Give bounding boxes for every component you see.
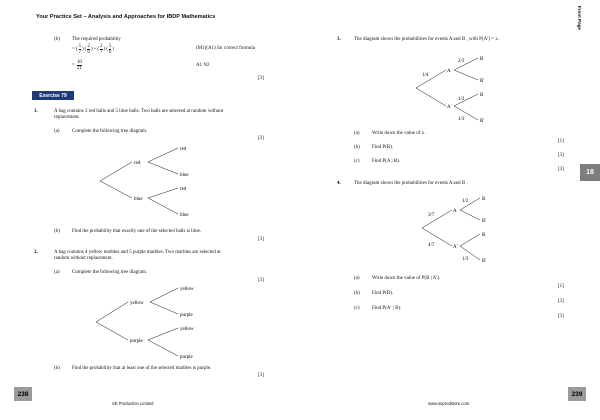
q1b-text: Find the probability that exactly one of the selected balls is blue. [72, 229, 202, 234]
q1a-marks: [3] [258, 136, 264, 141]
q4a-text: Write down the value of P(B | A′). [372, 276, 441, 281]
q3c-label: (c) [354, 159, 360, 164]
tree4-B1: B [482, 197, 486, 202]
q3a-label: (a) [354, 131, 360, 136]
q3b-label: (b) [354, 145, 360, 150]
tree2-purple-purple: purple [180, 355, 193, 360]
tree1-blue-red: red [180, 187, 187, 192]
tree1-blue: blue [134, 197, 143, 202]
tree1-red: red [134, 161, 141, 166]
part-b-text: The required probability [72, 37, 121, 42]
question-1-text-line2: replacement. [54, 115, 80, 120]
q1a-text: Complete the following tree diagram. [72, 129, 148, 134]
q1b-label: (b) [54, 229, 60, 234]
question-2-text-line1: A bag contains 4 yellow marbles and 5 purple marbles. Two marbles are selected at [54, 250, 221, 255]
tree4-prob-1: 3/7 [428, 213, 435, 218]
tree1-red-blue: blue [180, 173, 189, 178]
q4b-marks: [3] [558, 299, 564, 304]
tree2-purple: purple [130, 339, 143, 344]
mark-scheme-1: (M1)(A1) for correct formula [196, 46, 256, 51]
q4c-marks: [3] [558, 314, 564, 319]
footer-left: SE Production Limited [112, 401, 154, 406]
q4c-text: Find P(A′ | B). [372, 306, 402, 311]
tree3-A: A [447, 69, 451, 74]
q4b-label: (b) [354, 291, 360, 296]
tree4-B1-prime: B′ [482, 219, 487, 224]
q1a-label: (a) [54, 129, 60, 134]
tree4-B2-prime: B′ [482, 259, 487, 264]
tree1-red-red: red [180, 147, 187, 152]
q3b-marks: [3] [558, 153, 564, 158]
tree-diagram-balls [96, 140, 206, 222]
tree3-B1: B [480, 57, 484, 62]
chapter-tab: 18 [580, 164, 600, 181]
q3b-text: Find P(B). [372, 145, 394, 150]
tree4-prob-3: 1/2 [462, 199, 469, 204]
tree4-B2: B [482, 233, 486, 238]
solution-formula: = ( $\frac{5}{7}$ ) ( $\frac{2}{6}$ ) + ( $\frac{2}{7}$ ) ( $\frac{5}{6}$ ) [72, 44, 115, 55]
q4b-text: Find P(B). [372, 291, 394, 296]
question-2-number: 2. [34, 250, 38, 255]
page-side-label: Front Page [577, 6, 582, 30]
marks-b: [3] [258, 76, 264, 81]
question-1-number: 1. [34, 109, 38, 114]
page-number-left: 238 [14, 387, 32, 401]
tree3-prob-1: 1/4 [422, 73, 429, 78]
tree3-prob-3: 1/2 [458, 97, 465, 102]
tree-diagram-events-2 [418, 190, 498, 266]
question-2-text-line2: random without replacement. [54, 256, 113, 261]
q4c-label: (c) [354, 306, 360, 311]
tree-diagram-events-1 [412, 50, 492, 126]
question-3-number: 3. [337, 37, 341, 42]
part-b-label: (b) [54, 37, 60, 42]
q3c-marks: [3] [558, 167, 564, 172]
page-header-title: Your Practice Set – Analysis and Approaches for IBDP Mathematics [36, 14, 216, 20]
q2b-marks: [3] [258, 373, 264, 378]
tree2-purple-yellow: yellow [180, 327, 194, 332]
q3a-marks: [1] [558, 139, 564, 144]
tree2-yellow-purple: purple [180, 313, 193, 318]
q2a-label: (a) [54, 270, 60, 275]
tree3-B2: B [480, 93, 484, 98]
q3c-text: Find P(A | B). [372, 159, 400, 164]
q4a-label: (a) [354, 276, 360, 281]
mark-scheme-2: A1 N2 [196, 63, 210, 68]
question-4-number: 4. [337, 181, 341, 186]
tree2-yellow-yellow: yellow [180, 287, 194, 292]
tree3-B1-prime: B′ [480, 79, 485, 84]
tree3-B2-prime: B′ [480, 119, 485, 124]
q2a-marks: [3] [258, 278, 264, 283]
q1b-marks: [3] [258, 237, 264, 242]
q2b-text: Find the probability that at least one of the selected marbles is purple. [72, 366, 212, 371]
solution-result: = $\frac{10}{21}$ [72, 60, 82, 71]
page-number-right: 239 [568, 387, 586, 401]
q3a-text: Write down the value of x . [372, 131, 427, 136]
question-3-text: The diagram shows the probabilities for events A and B , with P(A′) = x. [354, 37, 500, 42]
tree1-blue-blue: blue [180, 213, 189, 218]
tree4-A: A [453, 209, 457, 214]
tree3-A-prime: A′ [447, 105, 452, 110]
question-4-text: The diagram shows the probabilities for events A and B . [354, 181, 468, 186]
tree2-yellow: yellow [130, 301, 144, 306]
question-1-text-line1: A bag contains 3 red balls and 5 blue balls. Two balls are selected at random without [54, 109, 224, 114]
footer-right: www.seprodstore.com [428, 401, 470, 406]
tree3-prob-4: 1/3 [458, 117, 465, 122]
tree4-prob-4: 1/3 [462, 257, 469, 262]
tree4-prob-2: 4/7 [428, 243, 435, 248]
q4a-marks: [1] [558, 284, 564, 289]
tree3-prob-2: 2/3 [458, 59, 465, 64]
exercise-heading: Exercise 79 [32, 91, 74, 100]
tree-diagram-marbles [92, 282, 212, 362]
q2b-label: (b) [54, 366, 60, 371]
q2a-text: Complete the following tree diagram. [72, 270, 148, 275]
tree4-A-prime: A′ [453, 245, 458, 250]
